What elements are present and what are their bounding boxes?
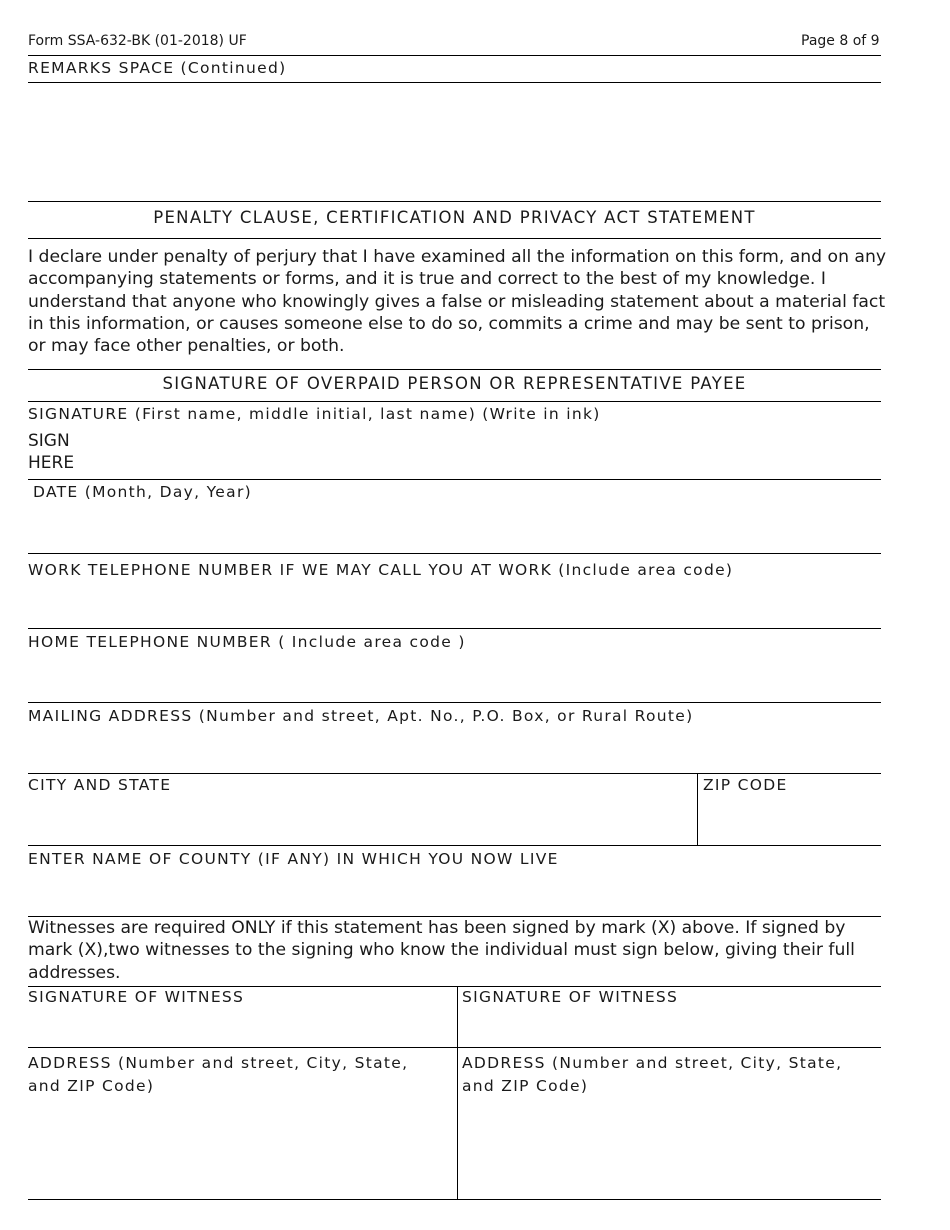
witness-1-address-label-line1: ADDRESS (Number and street, City, State, <box>28 1054 409 1072</box>
divider <box>28 55 881 56</box>
page-number: Page 8 of 9 <box>801 33 880 49</box>
city-state-label: CITY AND STATE <box>28 776 172 794</box>
signature-field[interactable] <box>90 425 880 478</box>
column-divider <box>697 773 698 845</box>
mailing-address-label: MAILING ADDRESS (Number and street, Apt. No., P.O. Box, or Rural Route) <box>28 707 694 725</box>
penalty-text: I declare under penalty of perjury that I have examined all the information on this form, and on any accompanying statements or forms, and it is true and correct to the best of my knowledge. I understand that anyone who knowingly gives a false or misleading statement about a material fact in this information, or causes someone else to do so, commits a crime and may be sent to prison, or may face other penalties, or both. <box>28 247 887 357</box>
witness-2-signature-field[interactable] <box>459 1010 880 1046</box>
divider <box>28 369 881 370</box>
county-field[interactable] <box>28 872 881 915</box>
work-phone-label: WORK TELEPHONE NUMBER IF WE MAY CALL YOU AT WORK (Include area code) <box>28 561 734 579</box>
date-label: DATE (Month, Day, Year) <box>33 483 252 501</box>
penalty-title: PENALTY CLAUSE, CERTIFICATION AND PRIVACY ACT STATEMENT <box>153 208 756 227</box>
witness-2-signature-label: SIGNATURE OF WITNESS <box>462 988 679 1006</box>
witness-instructions: Witnesses are required ONLY if this statement has been signed by mark (X) above. If signed by mark (X),two witnesses to the signing who know the individual must sign below, giving their full addresses. <box>28 918 855 983</box>
witness-1-address-field[interactable] <box>28 1100 456 1198</box>
date-field[interactable] <box>28 505 881 552</box>
divider <box>28 1047 881 1048</box>
divider <box>28 238 881 239</box>
divider <box>28 702 881 703</box>
witness-1-signature-label: SIGNATURE OF WITNESS <box>28 988 245 1006</box>
mailing-address-field[interactable] <box>28 729 881 772</box>
witness-2-address-label-line2: and ZIP Code) <box>462 1077 589 1095</box>
witness-1-signature-field[interactable] <box>28 1010 456 1046</box>
divider <box>28 201 881 202</box>
divider <box>28 845 881 846</box>
sign-here-label-line2: HERE <box>28 453 75 473</box>
witness-2-address-field[interactable] <box>459 1100 880 1198</box>
witness-1-address-label-line2: and ZIP Code) <box>28 1077 155 1095</box>
signature-section-title: SIGNATURE OF OVERPAID PERSON OR REPRESENTATIVE PAYEE <box>162 374 747 393</box>
city-state-field[interactable] <box>28 798 696 844</box>
divider <box>28 479 881 480</box>
form-id: Form SSA-632-BK (01-2018) UF <box>28 33 247 49</box>
remarks-title: REMARKS SPACE (Continued) <box>28 59 287 77</box>
divider <box>28 628 881 629</box>
signature-label: SIGNATURE (First name, middle initial, last name) (Write in ink) <box>28 405 601 423</box>
divider <box>28 1199 881 1200</box>
remarks-text-area[interactable] <box>28 83 881 201</box>
home-phone-label: HOME TELEPHONE NUMBER ( Include area code ) <box>28 633 466 651</box>
witness-2-address-label-line1: ADDRESS (Number and street, City, State, <box>462 1054 843 1072</box>
county-label: ENTER NAME OF COUNTY (IF ANY) IN WHICH YOU NOW LIVE <box>28 850 559 868</box>
column-divider <box>457 986 458 1200</box>
divider <box>28 401 881 402</box>
sign-here-label-line1: SIGN <box>28 431 70 451</box>
home-phone-field[interactable] <box>28 655 881 701</box>
zip-code-label: ZIP CODE <box>703 776 788 794</box>
work-phone-field[interactable] <box>28 583 881 627</box>
zip-code-field[interactable] <box>699 798 880 844</box>
divider <box>28 553 881 554</box>
